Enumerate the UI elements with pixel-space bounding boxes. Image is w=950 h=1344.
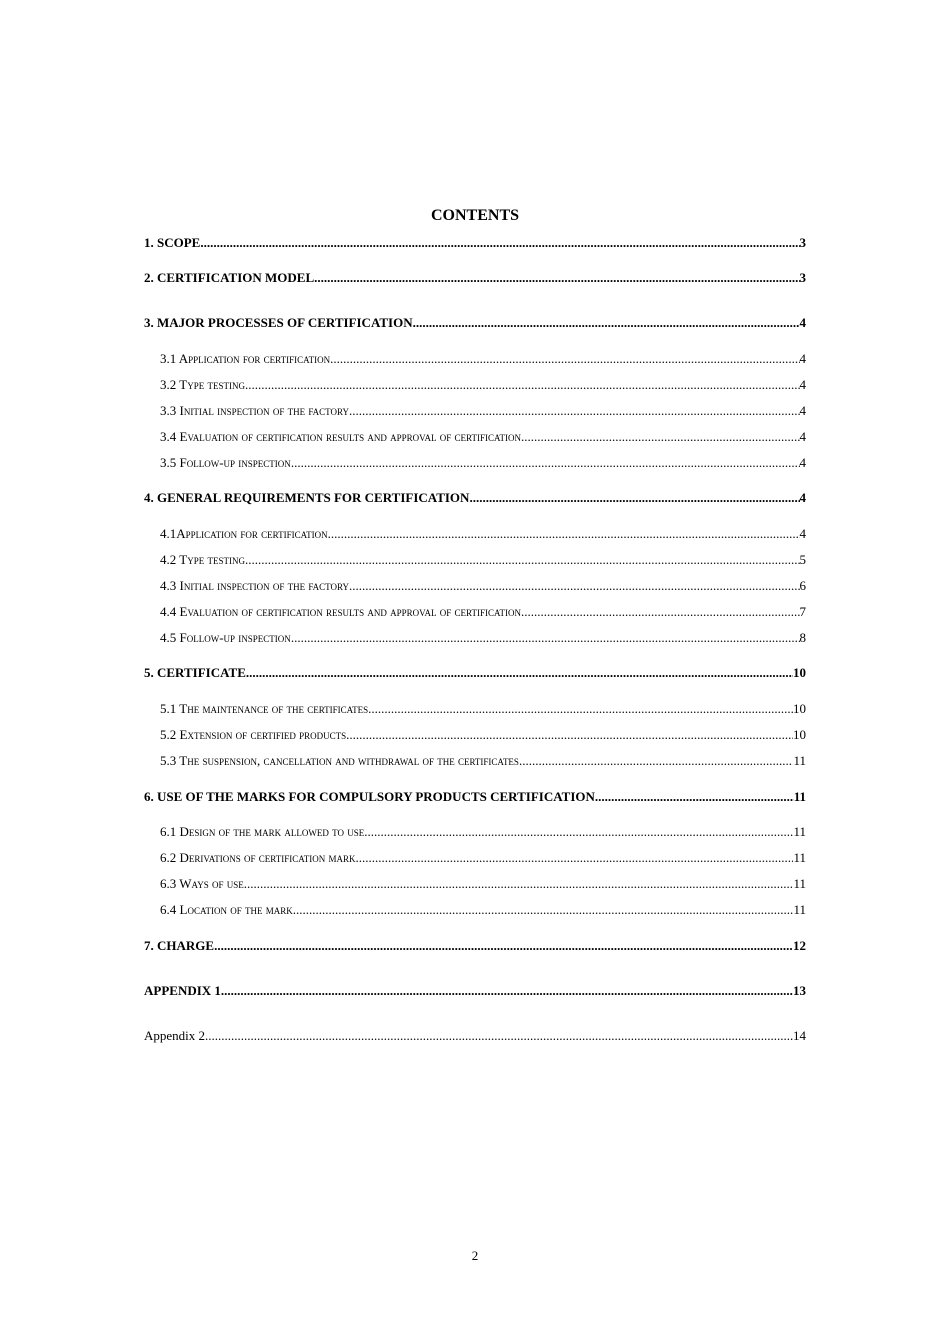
toc-entry-label: 5.2 Extension of certified products	[160, 727, 347, 742]
dot-leader	[291, 455, 800, 471]
dot-leader	[314, 270, 799, 286]
toc-entry-3-1[interactable]	[160, 351, 806, 367]
toc-entry-page: 11	[793, 824, 806, 839]
dot-leader	[293, 902, 794, 918]
toc-entry-page: 8	[799, 630, 806, 645]
toc-entry-6-4[interactable]	[160, 902, 806, 918]
toc-entry-appendix-2[interactable]	[144, 1028, 806, 1044]
dot-leader	[205, 1028, 793, 1044]
dot-leader	[368, 701, 793, 717]
dot-leader	[214, 938, 793, 954]
toc-entry-label: 7. CHARGE	[144, 938, 215, 953]
toc-entry-3-3[interactable]	[160, 403, 806, 419]
toc-entry-page: 4	[799, 429, 806, 444]
toc-entry-6-3[interactable]	[160, 876, 806, 892]
toc-entry-page: 11	[793, 876, 806, 891]
toc-entry-label: 6.2 Derivations of certification mark	[160, 850, 356, 865]
toc-entry-label: 4.1Application for certification	[160, 526, 328, 541]
toc-entry-label: 1. SCOPE	[144, 235, 201, 250]
toc-entry-label: 6.1 Design of the mark allowed to use	[160, 824, 365, 839]
toc-entry-page: 11	[793, 789, 806, 804]
toc-entry-label: 3.2 Type testing	[160, 377, 245, 392]
toc-entry-page: 11	[793, 850, 806, 865]
dot-leader	[521, 604, 800, 620]
toc-entry-3-2[interactable]	[160, 377, 806, 393]
toc-entry-4-3[interactable]	[160, 578, 806, 594]
toc-entry-5-1[interactable]	[160, 701, 806, 717]
toc-entry-4-5[interactable]	[160, 630, 806, 646]
toc-entry-label: 6.3 Ways of use	[160, 876, 244, 891]
toc-entry-page: 7	[799, 604, 806, 619]
toc-entry-label: 3.3 Initial inspection of the factory	[160, 403, 349, 418]
dot-leader	[355, 850, 793, 866]
dot-leader	[469, 490, 799, 506]
toc-entry-page: 12	[793, 938, 806, 953]
page-number: 2	[471, 1248, 479, 1263]
toc-entry-label: 4.4 Evaluation of certification results and approval of certification	[160, 604, 521, 619]
dot-leader	[246, 665, 793, 681]
toc-entry-3-5[interactable]	[160, 455, 806, 471]
dot-leader	[291, 630, 800, 646]
toc-entry-label: 3.4 Evaluation of certification results and approval of certification	[160, 429, 521, 444]
toc-entry-page: 4	[799, 526, 806, 541]
toc-entry-4-4[interactable]	[160, 604, 806, 620]
toc-entry-label: APPENDIX 1	[144, 983, 221, 998]
dot-leader	[349, 578, 800, 594]
dot-leader	[330, 351, 799, 367]
toc-entry-4-1[interactable]	[160, 526, 806, 542]
dot-leader	[521, 429, 800, 445]
toc-entry-label: Appendix 2	[144, 1028, 206, 1043]
toc-entry-label: 5.1 The maintenance of the certificates	[160, 701, 369, 716]
toc-entry-3-4[interactable]	[160, 429, 806, 445]
dot-leader	[413, 315, 800, 331]
dot-leader	[221, 983, 793, 999]
toc-entry-label: 5. CERTIFICATE	[144, 665, 246, 680]
toc-entry-6-2[interactable]	[160, 850, 806, 866]
toc-entry-page: 14	[793, 1028, 806, 1043]
toc-entry-label: 5.3 The suspension, cancellation and withdrawal of the certificates	[160, 753, 519, 768]
toc-entry-page: 10	[793, 701, 806, 716]
toc-entry-page: 4	[799, 377, 806, 392]
dot-leader	[595, 789, 794, 805]
dot-leader	[244, 876, 794, 892]
toc-entry-label: 4. GENERAL REQUIREMENTS FOR CERTIFICATION	[144, 490, 470, 505]
toc-entry-page: 13	[793, 983, 806, 998]
toc-entry-page: 6	[799, 578, 806, 593]
toc-entry-certification-model[interactable]	[144, 270, 806, 286]
toc-entry-label: 6.4 Location of the mark	[160, 902, 293, 917]
dot-leader	[245, 377, 800, 393]
dot-leader	[349, 403, 800, 419]
dot-leader	[200, 235, 799, 251]
toc-entry-general-requirements[interactable]	[144, 490, 806, 506]
toc-entry-page: 3	[799, 270, 806, 285]
toc-entry-page: 4	[799, 403, 806, 418]
toc-entry-label: 3.5 Follow-up inspection	[160, 455, 291, 470]
toc-entry-page: 4	[799, 455, 806, 470]
toc-entry-label: 3.1 Application for certification	[160, 351, 331, 366]
toc-entry-page: 4	[799, 351, 806, 366]
toc-entry-6-1[interactable]	[160, 824, 806, 840]
toc-entry-label: 4.2 Type testing	[160, 552, 245, 567]
toc-entry-page: 10	[793, 727, 806, 742]
toc-entry-page: 11	[793, 902, 806, 917]
toc-entry-scope[interactable]	[144, 235, 806, 251]
toc-entry-page: 11	[793, 753, 806, 768]
dot-leader	[519, 753, 794, 769]
toc-entry-charge[interactable]	[144, 938, 806, 954]
toc-entry-page: 4	[799, 490, 806, 505]
toc-entry-label: 4.3 Initial inspection of the factory	[160, 578, 349, 593]
toc-entry-label: 6. USE OF THE MARKS FOR COMPULSORY PRODUCTS CERTIFICATION	[144, 789, 595, 804]
toc-entry-appendix-1[interactable]	[144, 983, 806, 999]
toc-entry-page: 10	[793, 665, 806, 680]
toc-entry-page: 3	[799, 235, 806, 250]
toc-entry-4-2[interactable]	[160, 552, 806, 568]
contents-title: CONTENTS	[430, 207, 520, 224]
toc-entry-5-2[interactable]	[160, 727, 806, 743]
toc-entry-label: 3. MAJOR PROCESSES OF CERTIFICATION	[144, 315, 413, 330]
dot-leader	[245, 552, 800, 568]
toc-entry-certificate[interactable]	[144, 665, 806, 681]
toc-entry-5-3[interactable]	[160, 753, 806, 769]
toc-entry-use-of-marks[interactable]	[144, 789, 806, 805]
toc-entry-label: 2. CERTIFICATION MODEL	[144, 270, 315, 285]
toc-entry-major-processes[interactable]	[144, 315, 806, 331]
toc-entry-page: 5	[799, 552, 806, 567]
toc-entry-page: 4	[799, 315, 806, 330]
dot-leader	[328, 526, 800, 542]
dot-leader	[346, 727, 793, 743]
toc-entry-label: 4.5 Follow-up inspection	[160, 630, 291, 645]
dot-leader	[364, 824, 793, 840]
